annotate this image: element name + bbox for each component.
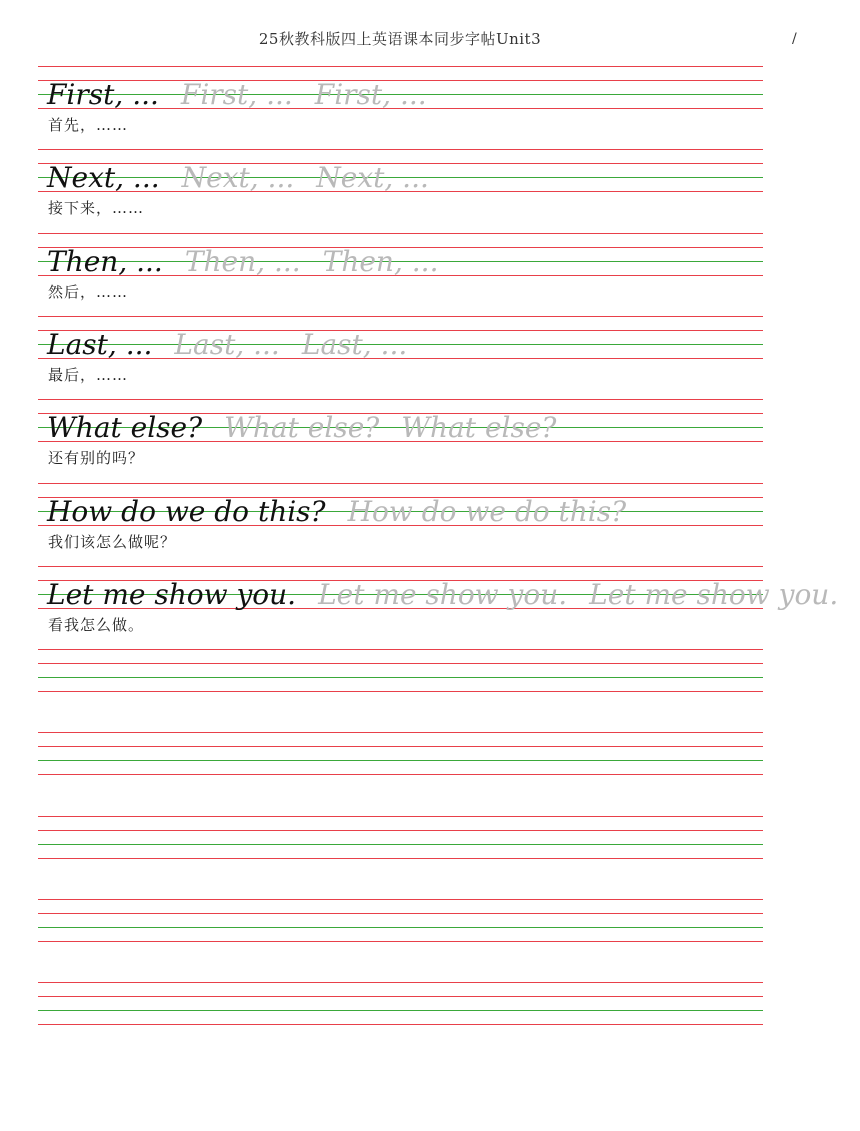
corner-mark: / — [792, 31, 797, 47]
guide-line — [38, 996, 763, 997]
baseline-guide — [38, 927, 763, 928]
guide-line — [38, 746, 763, 747]
baseline-guide — [38, 844, 763, 845]
guide-line — [38, 691, 763, 692]
baseline-guide — [38, 760, 763, 761]
guide-line — [38, 663, 763, 664]
writing-row — [38, 399, 763, 463]
trace-phrase: How do we do this? — [347, 495, 627, 528]
guide-line — [38, 830, 763, 831]
guide-line — [38, 899, 763, 900]
trace-phrase: Then, ... — [322, 245, 439, 278]
empty-writing-row — [38, 899, 763, 963]
guide-line — [38, 941, 763, 942]
writing-row — [38, 66, 763, 130]
guide-line — [38, 774, 763, 775]
trace-phrase: Last, ... — [174, 328, 280, 361]
chinese-translation: 还有别的吗？ — [48, 449, 145, 467]
empty-writing-row — [38, 982, 763, 1046]
trace-phrase: Then, ... — [184, 245, 301, 278]
handwriting-line — [47, 484, 648, 526]
trace-phrase: First, ... — [180, 78, 293, 111]
empty-writing-row — [38, 816, 763, 880]
chinese-translation: 首先，…… — [48, 116, 129, 134]
guide-line — [38, 913, 763, 914]
guide-line — [38, 732, 763, 733]
model-phrase: What else? — [47, 411, 203, 444]
handwriting-line — [47, 67, 449, 109]
model-phrase: Let me show you. — [47, 578, 297, 611]
trace-phrase: What else? — [224, 411, 380, 444]
handwriting-line — [47, 400, 578, 442]
model-phrase: Last, ... — [47, 328, 153, 361]
chinese-translation: 最后，…… — [48, 366, 129, 384]
guide-line — [38, 982, 763, 983]
guide-line — [38, 1024, 763, 1025]
empty-writing-row — [38, 732, 763, 796]
page-title: 25秋教科版四上英语课本同步字帖Unit3 — [258, 30, 542, 48]
writing-row — [38, 566, 839, 630]
trace-phrase: Let me show you. — [589, 578, 839, 611]
model-phrase: How do we do this? — [47, 495, 326, 528]
chinese-translation: 我们该怎么做呢？ — [48, 533, 177, 551]
guide-line — [38, 816, 763, 817]
trace-phrase: Next, ... — [181, 161, 295, 194]
handwriting-line — [47, 567, 860, 609]
guide-line — [38, 858, 763, 859]
trace-phrase: Next, ... — [316, 161, 429, 194]
chinese-translation: 看我怎么做。 — [48, 616, 145, 634]
model-phrase: Then, ... — [47, 245, 163, 278]
writing-row — [38, 149, 763, 213]
baseline-guide — [38, 1010, 763, 1011]
writing-row — [38, 233, 763, 297]
model-phrase: Next, ... — [47, 161, 160, 194]
empty-writing-row — [38, 649, 763, 713]
model-phrase: First, ... — [47, 78, 159, 111]
guide-line — [38, 649, 763, 650]
handwriting-line — [47, 234, 460, 276]
chinese-translation: 然后，…… — [48, 283, 129, 301]
trace-phrase: First, ... — [314, 78, 427, 111]
trace-phrase: What else? — [401, 411, 557, 444]
chinese-translation: 接下来，…… — [48, 199, 145, 217]
handwriting-line — [47, 317, 429, 359]
baseline-guide — [38, 677, 763, 678]
trace-phrase: Let me show you. — [318, 578, 568, 611]
handwriting-line — [47, 150, 451, 192]
trace-phrase: Last, ... — [301, 328, 408, 361]
writing-row — [38, 316, 763, 380]
